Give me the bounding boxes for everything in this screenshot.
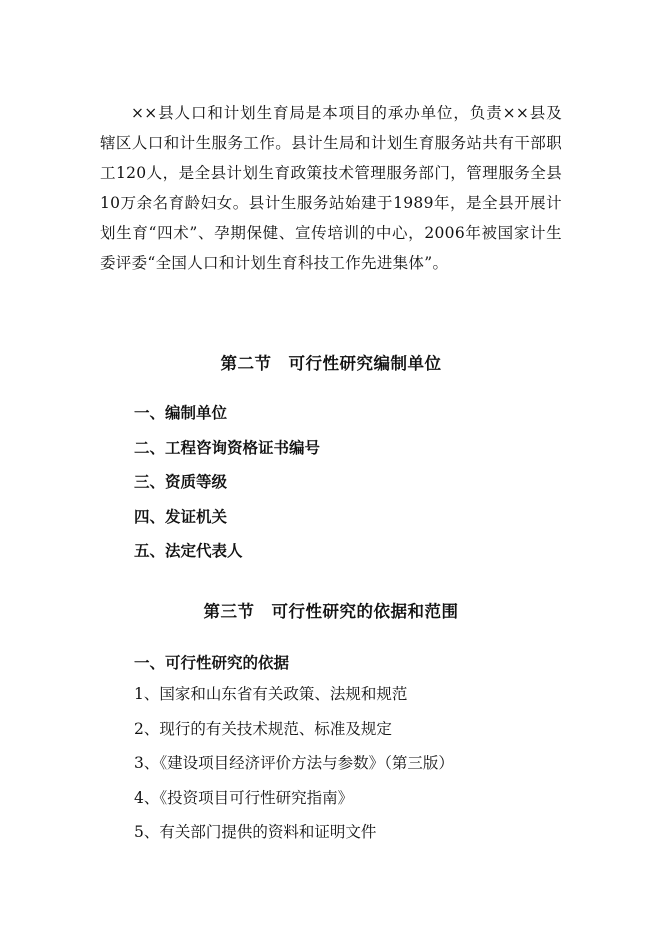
section-3-subheading: 一、可行性研究的依据	[134, 654, 290, 672]
section-3-title: 第三节 可行性研究的依据和范围	[203, 602, 459, 621]
list-item: 二、工程咨询资格证书编号	[134, 438, 321, 457]
list-item: 5、有关部门提供的资料和证明文件	[134, 823, 377, 841]
list-item: 四、发证机关	[134, 507, 228, 526]
list-item: 五、法定代表人	[134, 542, 243, 560]
list-item: 2、现行的有关技术规范、标准及规定	[134, 719, 392, 738]
list-item: 3、《建设项目经济评价方法与参数》（第三版）	[134, 754, 454, 772]
section-2-list	[134, 396, 320, 569]
list-item: 一、编制单位	[134, 404, 228, 422]
list-item: 4、《投资项目可行性研究指南》	[134, 788, 354, 807]
list-item: 三、资质等级	[134, 473, 228, 491]
list-item: 1、国家和山东省有关政策、法规和规范	[134, 685, 408, 703]
intro-paragraph: ××县人口和计划生育局是本项目的承办单位，负责××县及辖区人口和计生服务工作。县计生局和计划生育服务站共有干部职工120人，是全县计划生育政策技术管理服务部门，管理服务全县10万余名育龄妇女。县计生服务站始建于1989年，是全县开展计划生育“四术”、孕期保健、宣传培训的中心，2006年被国家计生委评委“全国人口和计划生育科技工作先进集体”。	[100, 103, 562, 272]
section-2-title: 第二节 可行性研究编制单位	[220, 354, 442, 373]
section-3-list	[134, 677, 454, 850]
